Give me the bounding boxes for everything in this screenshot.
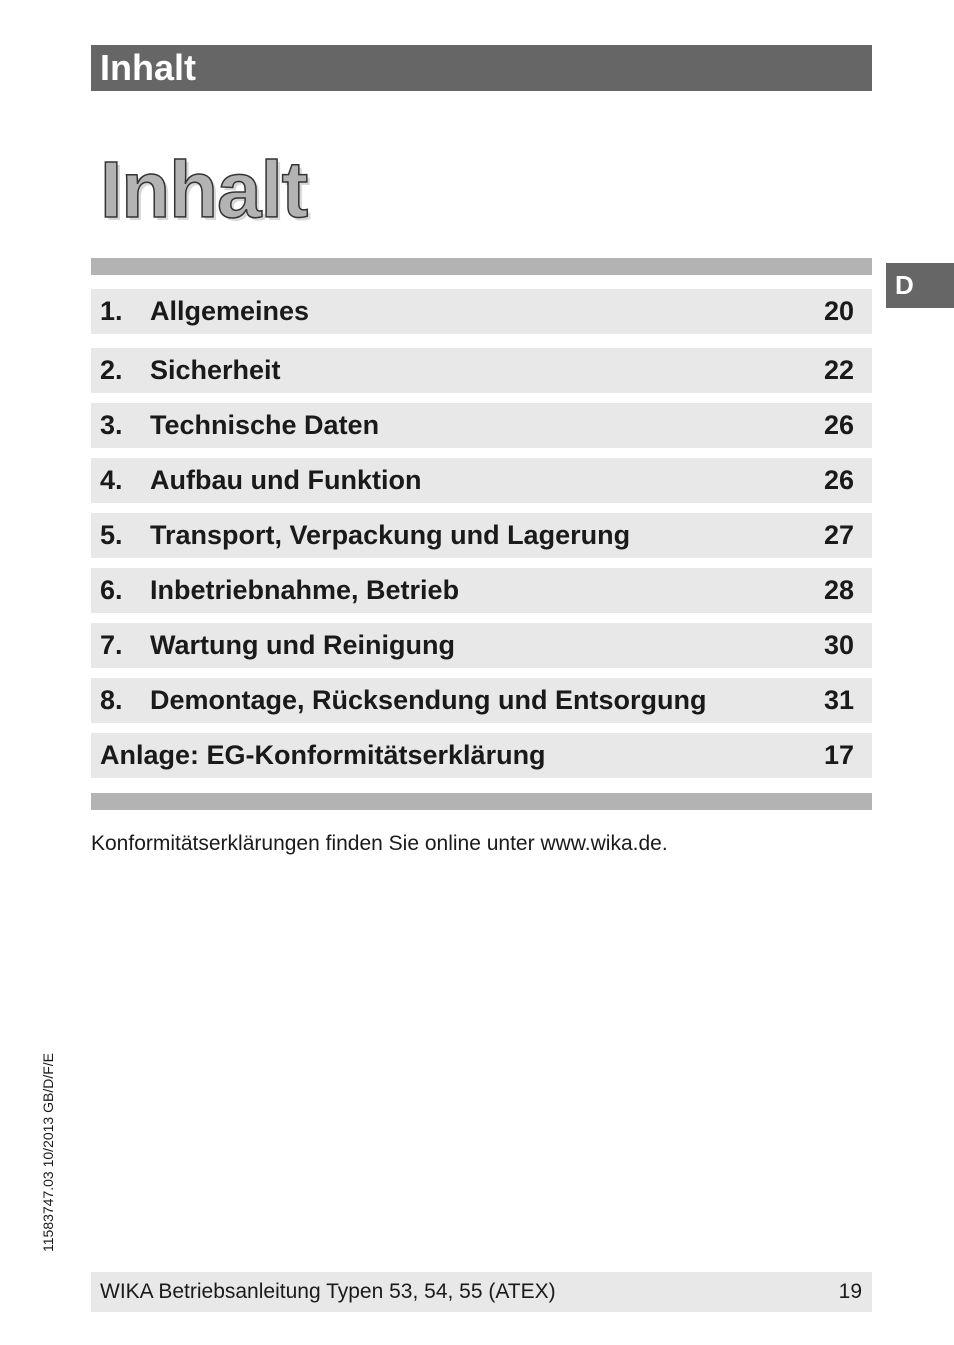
toc-number: 7. <box>100 630 123 660</box>
toc-title: Aufbau und Funktion <box>150 465 422 495</box>
page-footer <box>91 1272 872 1312</box>
toc-row-7[interactable] <box>91 623 872 668</box>
toc-row-4[interactable] <box>91 458 872 503</box>
toc-page-number: 30 <box>823 630 854 660</box>
toc-page-number: 27 <box>823 520 854 550</box>
toc-number: 6. <box>100 575 123 605</box>
toc-number: 2. <box>100 355 123 385</box>
toc-title: Sicherheit <box>150 355 281 385</box>
toc-page-number: 22 <box>823 355 854 385</box>
toc-page-number: 26 <box>823 465 854 495</box>
conformity-note: Konformitätserklärungen finden Sie online unter www.wika.de. <box>91 832 668 855</box>
toc-number: 1. <box>100 296 123 326</box>
toc-row-3[interactable] <box>91 403 872 448</box>
toc-title: Allgemeines <box>150 296 310 326</box>
toc-title: Wartung und Reinigung <box>150 630 455 660</box>
language-tab-label: D <box>895 270 914 300</box>
section-header <box>91 45 872 91</box>
toc-number: 8. <box>100 685 123 715</box>
footer-text: WIKA Betriebsanleitung Typen 53, 54, 55 (ATEX) <box>100 1280 556 1303</box>
toc-row-6[interactable] <box>91 568 872 613</box>
toc-row-5[interactable] <box>91 513 872 558</box>
toc-page-number: 26 <box>823 410 854 440</box>
toc-row-annex[interactable] <box>91 733 872 778</box>
footer-page-number: 19 <box>838 1280 862 1303</box>
toc-page-number: 17 <box>823 740 854 770</box>
toc-title: Anlage: EG-Konformitätserklärung <box>100 740 546 770</box>
toc-page-number: 28 <box>823 575 854 605</box>
section-header-title: Inhalt <box>100 47 196 88</box>
toc-title: Demontage, Rücksendung und Entsorgung <box>150 685 707 715</box>
toc-row-8[interactable] <box>91 678 872 723</box>
toc-page-number: 20 <box>823 296 854 326</box>
toc-bottom-rule <box>91 793 872 810</box>
language-tab <box>886 263 954 308</box>
toc-page-number: 31 <box>823 685 854 715</box>
toc-title: Technische Daten <box>150 410 380 440</box>
toc-row-2[interactable] <box>91 348 872 393</box>
toc-number: 5. <box>100 520 123 550</box>
page-title: Inhalt <box>100 145 308 234</box>
toc-top-rule <box>91 258 872 275</box>
document-code: 11583747.03 10/2013 GB/D/F/E <box>40 1053 56 1252</box>
toc-title: Inbetriebnahme, Betrieb <box>150 575 460 605</box>
toc-number: 3. <box>100 410 123 440</box>
toc-title: Transport, Verpackung und Lagerung <box>150 520 631 550</box>
toc-number: 4. <box>100 465 123 495</box>
toc-row-1[interactable] <box>91 289 872 334</box>
